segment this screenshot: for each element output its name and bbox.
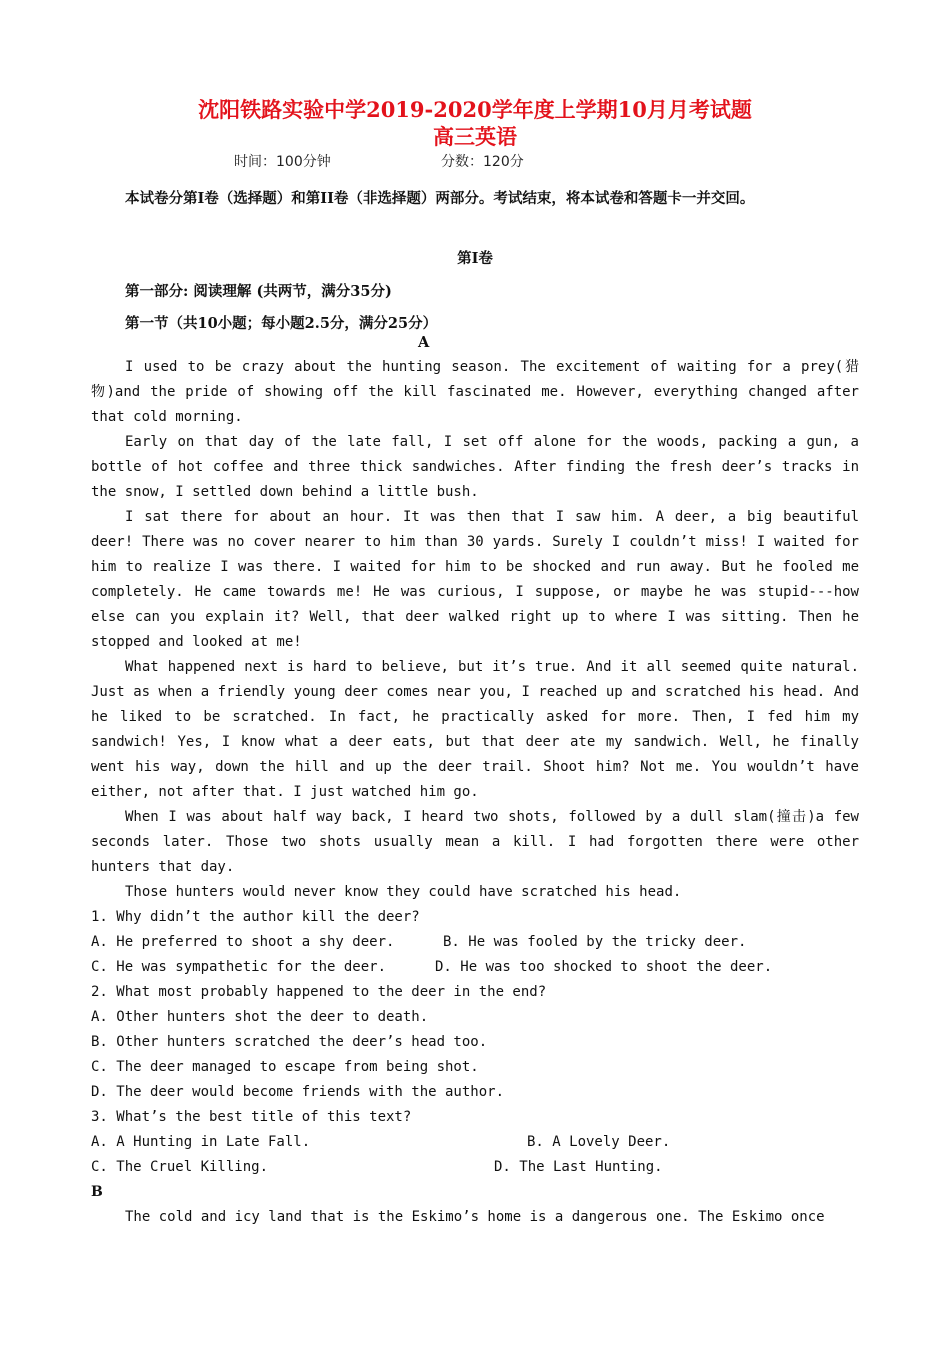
volume-heading: 第Ⅰ卷 <box>457 250 493 267</box>
question-1-options-row <box>91 955 859 980</box>
question-1-option-d: D. He was too shocked to shoot the deer. <box>435 959 773 975</box>
question-1-stem: 1. Why didn’t the author kill the deer? <box>91 909 420 925</box>
exam-title: 沈阳铁路实验中学2019-2020学年度上学期10月月考试题 <box>198 97 752 122</box>
question-2-option-d: D. The deer would become friends with the author. <box>91 1084 505 1100</box>
part-heading: 第一部分: 阅读理解 (共两节，满分35分) <box>125 283 392 300</box>
question-2-option-b: B. Other hunters scratched the deer’s head too. <box>91 1034 488 1050</box>
question-3-option-b: B. A Lovely Deer. <box>527 1134 671 1150</box>
question-1-option-a: A. He preferred to shoot a shy deer. <box>91 934 395 950</box>
passage-a-paragraph: I used to be crazy about the hunting season. The excitement of waiting for a prey(猎物)and the pride of showing off the kill fascinated me. However, everything changed after that cold morning. <box>91 359 859 425</box>
question-3-option-d: D. The Last Hunting. <box>494 1159 663 1175</box>
passage-a-body <box>91 355 859 1230</box>
question-2-option-a: A. Other hunters shot the deer to death. <box>91 1009 429 1025</box>
question-3-stem: 3. What’s the best title of this text? <box>91 1109 412 1125</box>
question-3-options-row <box>91 1130 859 1155</box>
question-1-option-b: B. He was fooled by the tricky deer. <box>443 934 747 950</box>
subsection-heading: 第一节（共10小题；每小题2.5分，满分25分） <box>125 315 438 332</box>
passage-b-first-line: The cold and icy land that is the Eskimo’s home is a dangerous one. The Eskimo once <box>125 1209 825 1225</box>
passage-a-paragraph: Those hunters would never know they could have scratched his head. <box>125 884 682 900</box>
passage-a-paragraph: What happened next is hard to believe, but it’s true. And it all seemed quite natural. Just as when a friendly young deer comes near you, I reached up and scratched his head. And he liked to be scratched. In fact, he practically asked for more. Then, I fed him my sandwich! Yes, I know what a deer eats, but that deer ate my sandwich. Well, he finally went his way, down the hill and up the deer trail. Shoot him? Not me. You wouldn’t have either, not after that. I just watched him go. <box>91 659 859 800</box>
question-1-options-row <box>91 930 859 955</box>
passage-a-paragraph: When I was about half way back, I heard two shots, followed by a dull slam(撞击)a few seconds later. Those two shots usually mean a kill. I had forgotten there were other hunters that day. <box>91 809 859 875</box>
exam-subtitle: 高三英语 <box>433 124 517 149</box>
passage-a-paragraph: Early on that day of the late fall, I set off alone for the woods, packing a gun, a bottle of hot coffee and three thick sandwiches. After finding the fresh deer’s tracks in the snow, I settled down behind a little bush. <box>91 434 859 500</box>
question-1-option-c: C. He was sympathetic for the deer. <box>91 959 387 975</box>
question-2-option-c: C. The deer managed to escape from being shot. <box>91 1059 479 1075</box>
question-3-option-a: A. A Hunting in Late Fall. <box>91 1134 311 1150</box>
exam-score: 分数：120分 <box>441 154 524 170</box>
exam-time: 时间：100分钟 <box>234 154 331 170</box>
passage-a-label: A <box>418 334 430 351</box>
exam-instructions: 本试卷分第Ⅰ卷（选择题）和第II卷（非选择题）两部分。考试结束，将本试卷和答题卡一并交回。 <box>125 190 755 207</box>
question-2-stem: 2. What most probably happened to the deer in the end? <box>91 984 547 1000</box>
passage-b-label: B <box>91 1184 103 1200</box>
question-3-option-c: C. The Cruel Killing. <box>91 1159 269 1175</box>
question-3-options-row <box>91 1155 859 1180</box>
passage-a-paragraph: I sat there for about an hour. It was then that I saw him. A deer, a big beautiful deer! There was no cover nearer to him than 30 yards. Surely I couldn’t miss! I waited for him to realize I was there. I waited for him to be shocked and run away. But he fooled me completely. He came towards me! He was curious, I suppose, or maybe he was stupid---how else can you explain it? Well, that deer walked right up to where I was sitting. Then he stopped and looked at me! <box>91 509 859 650</box>
